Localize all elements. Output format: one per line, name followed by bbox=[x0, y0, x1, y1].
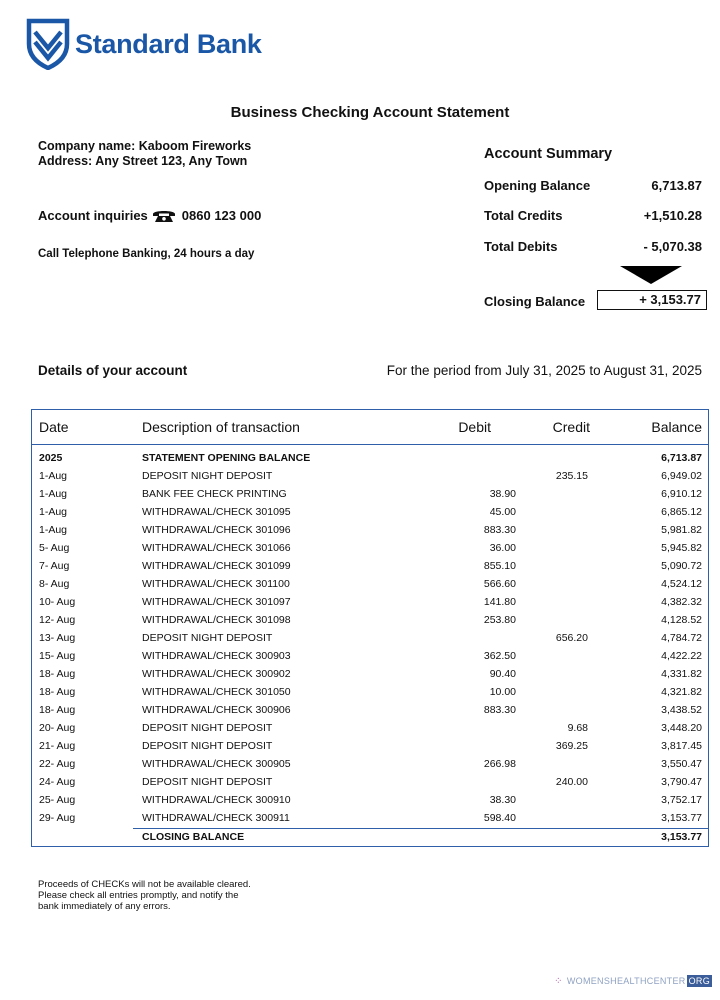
cell-balance: 3,153.77 bbox=[661, 812, 702, 824]
cell-balance: 4,524.12 bbox=[661, 578, 702, 590]
table-row bbox=[32, 611, 708, 629]
brand-name: Standard Bank bbox=[75, 28, 262, 59]
header-date: Date bbox=[39, 419, 69, 435]
table-row bbox=[32, 755, 708, 773]
cell-date: 2025 bbox=[39, 452, 63, 464]
cell-description: WITHDRAWAL/CHECK 300906 bbox=[142, 704, 291, 716]
cell-debit: 45.00 bbox=[489, 506, 516, 518]
table-row bbox=[32, 575, 708, 593]
account-inquiries bbox=[38, 208, 261, 223]
cell-date: 15- Aug bbox=[39, 650, 76, 662]
cell-balance: 6,949.02 bbox=[661, 470, 702, 482]
cell-debit: 36.00 bbox=[489, 542, 516, 554]
watermark-suffix: ORG bbox=[688, 976, 710, 986]
cell-balance: 6,713.87 bbox=[661, 452, 702, 464]
details-heading: Details of your account bbox=[38, 363, 188, 378]
cell-balance: 4,128.52 bbox=[661, 614, 702, 626]
cell-description: DEPOSIT NIGHT DEPOSIT bbox=[142, 776, 273, 788]
total-credits-label: Total Credits bbox=[484, 208, 563, 223]
cell-description: DEPOSIT NIGHT DEPOSIT bbox=[142, 740, 273, 752]
cell-date: 21- Aug bbox=[39, 740, 76, 752]
table-row bbox=[32, 629, 708, 647]
statement-title: Business Checking Account Statement bbox=[230, 104, 510, 121]
cell-credit: 240.00 bbox=[555, 776, 588, 788]
cell-balance: 4,422.22 bbox=[661, 650, 702, 662]
cell-date: 8- Aug bbox=[39, 578, 70, 590]
header-debit: Debit bbox=[458, 419, 491, 435]
table-row bbox=[32, 485, 708, 503]
cell-date: 1-Aug bbox=[39, 506, 68, 518]
cell-debit: 362.50 bbox=[483, 650, 516, 662]
cell-balance: 5,090.72 bbox=[661, 560, 702, 572]
cell-description: WITHDRAWAL/CHECK 301096 bbox=[142, 524, 291, 536]
cell-date: 20- Aug bbox=[39, 722, 76, 734]
cell-description: WITHDRAWAL/CHECK 301099 bbox=[142, 560, 291, 572]
cell-description: WITHDRAWAL/CHECK 301066 bbox=[142, 542, 291, 554]
summary-title: Account Summary bbox=[484, 146, 613, 162]
cell-date: 1-Aug bbox=[39, 524, 68, 536]
closing-divider bbox=[133, 828, 708, 829]
cell-balance: 3,752.17 bbox=[661, 794, 702, 806]
cell-balance: 4,382.32 bbox=[661, 596, 702, 608]
table-row bbox=[32, 521, 708, 539]
watermark bbox=[554, 975, 712, 987]
cell-date: 25- Aug bbox=[39, 794, 76, 806]
cell-description: WITHDRAWAL/CHECK 301095 bbox=[142, 506, 291, 518]
closing-balance-row bbox=[32, 828, 708, 846]
company-name: Company name: Kaboom Fireworks bbox=[38, 139, 252, 153]
opening-balance-value: 6,713.87 bbox=[651, 178, 702, 193]
disclaimer-note: Proceeds of CHECKs will not be available cleared. Please check all entries promptly, and notify the bank immediately of any errors. bbox=[38, 879, 251, 912]
table-row bbox=[32, 593, 708, 611]
cell-description: WITHDRAWAL/CHECK 300910 bbox=[142, 794, 291, 806]
header-credit: Credit bbox=[552, 419, 590, 435]
table-row bbox=[32, 719, 708, 737]
closing-description: CLOSING BALANCE bbox=[142, 831, 245, 843]
down-arrow-icon bbox=[620, 266, 682, 289]
cell-debit: 883.30 bbox=[483, 704, 516, 716]
cell-description: WITHDRAWAL/CHECK 301097 bbox=[142, 596, 291, 608]
cell-debit: 566.60 bbox=[483, 578, 516, 590]
cell-description: DEPOSIT NIGHT DEPOSIT bbox=[142, 722, 273, 734]
cell-debit: 38.90 bbox=[489, 488, 516, 500]
cell-date: 24- Aug bbox=[39, 776, 76, 788]
cell-balance: 3,790.47 bbox=[661, 776, 702, 788]
cell-date: 5- Aug bbox=[39, 542, 70, 554]
cell-balance: 5,945.82 bbox=[661, 542, 702, 554]
cell-description: WITHDRAWAL/CHECK 301100 bbox=[142, 578, 290, 590]
cell-date: 18- Aug bbox=[39, 686, 76, 698]
table-row bbox=[32, 467, 708, 485]
cell-credit: 656.20 bbox=[555, 632, 588, 644]
cell-date: 1-Aug bbox=[39, 488, 68, 500]
table-row bbox=[32, 539, 708, 557]
cell-debit: 883.30 bbox=[483, 524, 516, 536]
inquiries-phone: 0860 123 000 bbox=[181, 208, 262, 223]
table-row bbox=[32, 701, 708, 719]
cell-balance: 4,331.82 bbox=[661, 668, 702, 680]
closing-balance-label: Closing Balance bbox=[484, 294, 586, 309]
cell-balance: 3,448.20 bbox=[661, 722, 702, 734]
cell-date: 18- Aug bbox=[39, 668, 76, 680]
cell-balance: 4,784.72 bbox=[661, 632, 702, 644]
cell-date: 10- Aug bbox=[39, 596, 76, 608]
cell-credit: 235.15 bbox=[555, 470, 588, 482]
company-info bbox=[38, 139, 251, 169]
table-body bbox=[32, 449, 708, 827]
cell-balance: 4,321.82 bbox=[661, 686, 702, 698]
opening-balance-label: Opening Balance bbox=[484, 178, 591, 193]
inquiries-label: Account inquiries bbox=[38, 208, 148, 223]
cell-debit: 90.40 bbox=[489, 668, 516, 680]
watermark-text: WOMENSHEALTHCENTER bbox=[566, 976, 686, 986]
cell-credit: 369.25 bbox=[555, 740, 588, 752]
cell-description: STATEMENT OPENING BALANCE bbox=[142, 452, 311, 464]
cell-balance: 5,981.82 bbox=[661, 524, 702, 536]
table-row bbox=[32, 665, 708, 683]
cell-date: 18- Aug bbox=[39, 704, 76, 716]
table-row bbox=[32, 737, 708, 755]
table-row bbox=[32, 809, 708, 827]
closing-balance: 3,153.77 bbox=[661, 831, 702, 843]
cell-date: 29- Aug bbox=[39, 812, 76, 824]
statement-period: For the period from July 31, 2025 to August 31, 2025 bbox=[386, 363, 702, 378]
cell-debit: 598.40 bbox=[483, 812, 516, 824]
table-row bbox=[32, 449, 708, 467]
closing-balance-value: + 3,153.77 bbox=[597, 290, 707, 310]
total-credits-value: +1,510.28 bbox=[643, 208, 702, 223]
table-row bbox=[32, 647, 708, 665]
cell-debit: 10.00 bbox=[489, 686, 516, 698]
opening-balance-row bbox=[484, 178, 702, 193]
table-header bbox=[32, 410, 708, 445]
cell-date: 13- Aug bbox=[39, 632, 76, 644]
cell-description: WITHDRAWAL/CHECK 300902 bbox=[142, 668, 291, 680]
cell-balance: 6,910.12 bbox=[661, 488, 702, 500]
cell-date: 1-Aug bbox=[39, 470, 68, 482]
cell-date: 7- Aug bbox=[39, 560, 70, 572]
total-credits-row bbox=[484, 208, 702, 223]
shield-logo-icon bbox=[26, 18, 70, 70]
cell-date: 22- Aug bbox=[39, 758, 76, 770]
table-row bbox=[32, 683, 708, 701]
bank-logo bbox=[26, 18, 262, 70]
cell-description: WITHDRAWAL/CHECK 300903 bbox=[142, 650, 291, 662]
total-debits-row bbox=[484, 239, 702, 254]
watermark-dots-icon: ⁘ bbox=[554, 975, 563, 987]
cell-debit: 266.98 bbox=[483, 758, 516, 770]
transactions-table bbox=[31, 409, 709, 847]
total-debits-value: - 5,070.38 bbox=[643, 239, 702, 254]
cell-description: DEPOSIT NIGHT DEPOSIT bbox=[142, 632, 273, 644]
cell-balance: 3,550.47 bbox=[661, 758, 702, 770]
cell-balance: 6,865.12 bbox=[661, 506, 702, 518]
cell-balance: 3,438.52 bbox=[661, 704, 702, 716]
header-balance: Balance bbox=[651, 419, 702, 435]
cell-description: DEPOSIT NIGHT DEPOSIT bbox=[142, 470, 273, 482]
table-row bbox=[32, 773, 708, 791]
total-debits-label: Total Debits bbox=[484, 239, 558, 254]
cell-credit: 9.68 bbox=[567, 722, 588, 734]
cell-debit: 38.30 bbox=[489, 794, 516, 806]
telephone-banking-note: Call Telephone Banking, 24 hours a day bbox=[38, 248, 255, 260]
cell-description: WITHDRAWAL/CHECK 301050 bbox=[142, 686, 291, 698]
table-row bbox=[32, 503, 708, 521]
table-row bbox=[32, 791, 708, 809]
cell-debit: 855.10 bbox=[483, 560, 516, 572]
telephone-icon bbox=[152, 209, 176, 223]
cell-debit: 141.80 bbox=[483, 596, 516, 608]
company-address: Address: Any Street 123, Any Town bbox=[38, 154, 248, 168]
cell-description: BANK FEE CHECK PRINTING bbox=[142, 488, 287, 500]
cell-description: WITHDRAWAL/CHECK 301098 bbox=[142, 614, 291, 626]
header-description: Description of transaction bbox=[142, 419, 300, 435]
cell-balance: 3,817.45 bbox=[661, 740, 702, 752]
cell-debit: 253.80 bbox=[483, 614, 516, 626]
table-row bbox=[32, 557, 708, 575]
cell-date: 12- Aug bbox=[39, 614, 76, 626]
cell-description: WITHDRAWAL/CHECK 300905 bbox=[142, 758, 291, 770]
cell-description: WITHDRAWAL/CHECK 300911 bbox=[142, 812, 290, 824]
